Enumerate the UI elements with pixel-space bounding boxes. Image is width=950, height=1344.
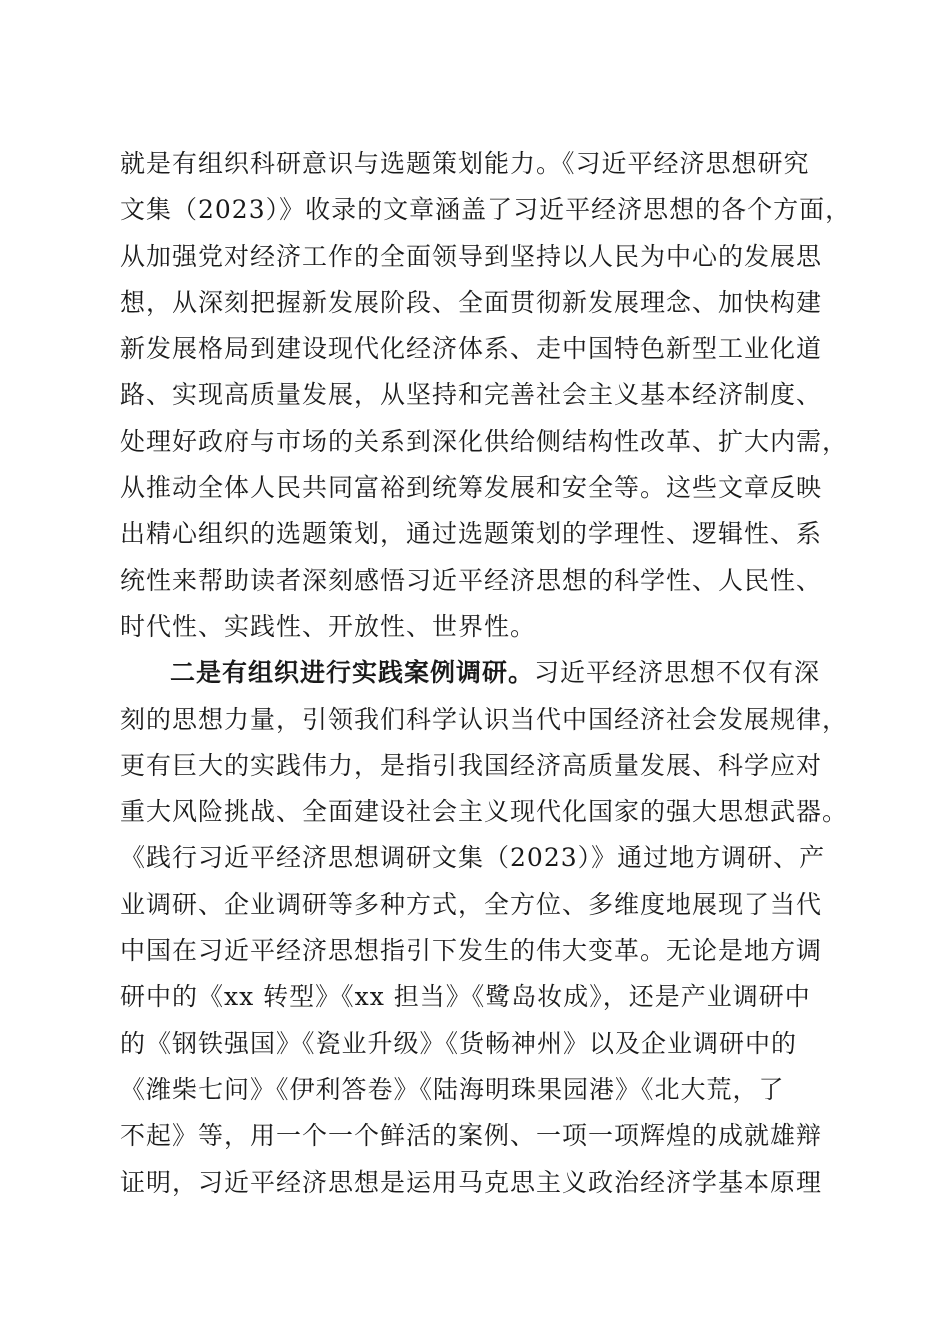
text-line: 文集（2023）》收录的文章涵盖了习近平经济思想的各个方面，: [120, 195, 852, 225]
text-line: 重大风险挑战、全面建设社会主义现代化国家的强大思想武器。: [120, 797, 849, 827]
text-line: 处理好政府与市场的关系到深化供给侧结构性改革、扩大内需，: [120, 426, 849, 456]
text-line: 证明，习近平经济思想是运用马克思主义政治经济学基本原理: [120, 1167, 823, 1197]
text-line: 时代性、实践性、开放性、世界性。: [120, 611, 537, 641]
text-line: 《潍柴七问》《伊利答卷》《陆海明珠果园港》《北大荒，了: [120, 1074, 785, 1104]
text-line: 想，从深刻把握新发展阶段、全面贯彻新发展理念、加快构建: [120, 287, 823, 317]
text-line: 研中的《xx 转型》《xx 担当》《鹭岛妆成》，还是产业调研中: [120, 982, 811, 1012]
text-line: 从推动全体人民共同富裕到统筹发展和安全等。这些文章反映: [120, 473, 823, 503]
text-line: 不起》等，用一个一个鲜活的案例、一项一项辉煌的成就雄辩: [120, 1121, 823, 1151]
text-line: 业调研、企业调研等多种方式，全方位、多维度地展现了当代: [120, 889, 823, 919]
text-line: 路、实现高质量发展，从坚持和完善社会主义基本经济制度、: [120, 380, 823, 410]
text-line: 更有巨大的实践伟力，是指引我国经济高质量发展、科学应对: [120, 750, 823, 780]
body-text: [120, 141, 852, 1206]
text-line: 统性来帮助读者深刻感悟习近平经济思想的科学性、人民性、: [120, 565, 823, 595]
paragraph-heading: 二是有组织进行实践案例调研。: [170, 658, 535, 688]
text-line: [120, 650, 840, 696]
text-line: 中国在习近平经济思想指引下发生的伟大变革。无论是地方调: [120, 936, 823, 966]
paragraph-1: [120, 141, 852, 650]
text-line: 就是有组织科研意识与选题策划能力。《习近平经济思想研究: [120, 149, 810, 178]
text-span: 习近平经济思想不仅有深: [534, 658, 821, 688]
text-line: 从加强党对经济工作的全面领导到坚持以人民为中心的发展思: [120, 241, 823, 271]
text-line: 刻的思想力量，引领我们科学认识当代中国经济社会发展规律，: [120, 704, 849, 734]
text-line: 出精心组织的选题策划，通过选题策划的学理性、逻辑性、系: [120, 519, 823, 549]
text-line: 新发展格局到建设现代化经济体系、走中国特色新型工业化道: [120, 334, 823, 364]
text-line: 的《钢铁强国》《瓷业升级》《货畅神州》以及企业调研中的: [120, 1028, 798, 1058]
text-line: 《践行习近平经济思想调研文集（2023）》通过地方调研、产: [120, 843, 826, 873]
paragraph-2: [120, 650, 849, 1206]
